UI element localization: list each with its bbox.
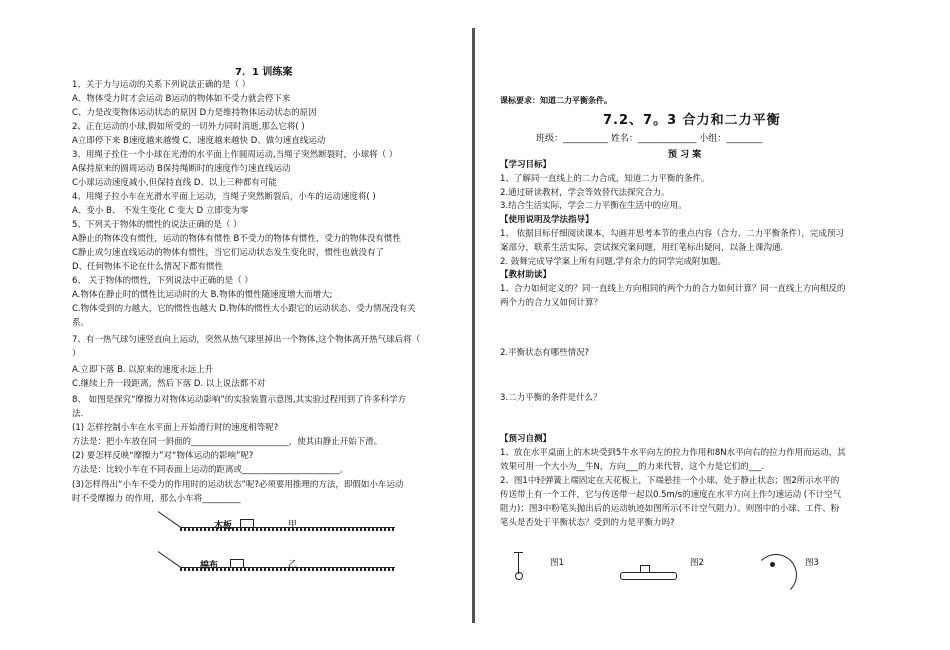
figure-1-label: 图1 (550, 558, 564, 568)
section-heading: 【教材助读】 (500, 270, 552, 280)
left-line: A、变小 B、 不发生变化 C 变大 D 立即变为零 (72, 206, 249, 216)
left-line: A立即停下来 B速度越来越慢 C、速度越来越快 D、做匀速直线运动 (72, 136, 326, 146)
right-line: 1、了解同一直线上的二力合成，知道二力平衡的条件。 (500, 174, 710, 184)
left-line: A、物体受力时才会运动 B运动的物体如不受力就会停下来 (72, 94, 291, 104)
left-line: 6、 关于物体的惯性，下列说法中正确的是（ ） (72, 276, 253, 286)
left-line: A.立即下落 B. 以原来的速度永远上升 (72, 365, 214, 375)
preview-subtitle: 预 习 案 (668, 150, 702, 160)
right-line: 效果可用一个大小为__牛N，方向___的力来代替，这个力是它们的___. (500, 462, 765, 472)
right-line: 传送带上有一个工件，它与传送带一起以0.5m/s的速度在水平方向上作匀速运动 (不计空气 (500, 490, 842, 500)
right-line: 2. 鼓舞完成导学案上所有问题,学有余力的同学完成附加题。 (500, 257, 727, 267)
left-page (0, 0, 470, 650)
left-line: D、任何物体不论在什么情况下都有惯性 (72, 262, 224, 272)
left-line: C小球运动速度减小,但保持直线 D、以上三种都有可能 (72, 178, 277, 188)
left-line: 方法是：把小车放在同一斜面的_______________________，使其由静止开始下滑。 (72, 437, 383, 447)
left-line: 8、 如图是探究“摩擦力对物体运动影响”的实验装置示意图,其实验过程用到了许多科学方 (72, 395, 407, 405)
page-divider (472, 28, 475, 623)
right-line: 笔头是否处于平衡状态？受到的力是平衡力吗? (500, 518, 675, 528)
right-line: 3.结合生活实际，学会二力平衡在生活中的应用。 (500, 201, 687, 211)
left-line: A静止的物体没有惯性，运动的物体有惯性 B不受力的物体有惯性，受力的物体没有惯性 (72, 234, 401, 244)
label-cotton: 棉布 (200, 561, 219, 571)
left-line: C、力是改变物体运动状态的原因 D力是维持物体运动状态的原因 (72, 108, 317, 118)
figure-2-label: 图2 (690, 558, 704, 568)
section-heading: 【预习自测】 (500, 434, 552, 444)
left-line: 系。 (72, 318, 90, 328)
experiment-figure (150, 505, 400, 585)
right-title: 7.2、7。3 合力和二力平衡 (603, 113, 781, 128)
left-line: 4、用绳子拉小车在光滑水平面上运动，当绳子突然断裂后，小车的运动速度将( ) (72, 192, 376, 202)
left-title: 7．1 训练案 (235, 67, 293, 78)
left-line: 法. (72, 409, 84, 419)
section-heading: 【学习目标】 (500, 160, 552, 170)
right-line: 两个力的合力又如何计算？ (500, 298, 603, 308)
class-info-line: 班级：__________ 姓名：_____________ 小组：________ (536, 134, 763, 144)
left-line: A保持原来的圆周运动 B保持绳断时的速度作匀速直线运动 (72, 164, 291, 174)
left-line: 5、下列关于物体的惯性的说法正确的是（ ） (72, 220, 242, 230)
label-yi: 乙 (288, 560, 298, 570)
left-line: 时不受摩擦力 的作用，那么小车将_________ (72, 494, 241, 504)
left-line: (3)怎样得出“小车不受力的作用时的运动状态”呢?必须要用推理的方法，即假如小车运动 (72, 480, 404, 490)
figure-3-label: 图3 (805, 558, 819, 568)
label-wood: 木板 (214, 521, 233, 531)
left-line: 方法是：比较小车在不同表面上运动的距离或_______________________。 (72, 465, 349, 475)
left-line: C静止或匀速直线运动的物体有惯性，当它们运动状态发生变化时，惯性也就没有了 (72, 248, 384, 258)
left-line: 7、有一热气球匀速竖直向上运动，突然从热气球里掉出一个物体,这个物体离开热气球后将（ (72, 335, 421, 345)
right-line: 1、合力如何定义的？同一直线上方向相同的两个力的合力如何计算？同一直线上方向相反的 (500, 284, 846, 294)
left-line: ） (72, 349, 81, 359)
left-line: (1) 怎样控制小车在水平面上开始滑行时的速度相等呢? (72, 423, 279, 433)
left-line: C.物体受到的力越大，它的惯性也越大 D.物体的惯性大小跟它的运动状态、受力情况没有关 (72, 304, 416, 314)
left-line: 2、正在运动的小球,假如所受的一切外力同时消逝,那么它将( ) (72, 122, 305, 132)
right-line: 阻力)；图3中粉笔头抛出后的运动轨迹如图所示(不计空气阻力）。则图中的小球、工件、粉 (500, 504, 840, 514)
label-jia: 甲 (288, 520, 298, 530)
course-requirement: 课标要求：知道二力平衡条件。 (500, 96, 612, 105)
left-line: C.继续上升一段距离，然后下落 D. 以上说法都不对 (72, 379, 266, 389)
right-line: 2.平衡状态有哪些情况? (500, 348, 590, 358)
right-line: 案部分，联系生活实际，尝试探究案问题，用红笔标出疑问，以备上课沟通. (500, 243, 784, 253)
right-line: 3.二力平衡的条件是什么？ (500, 393, 602, 403)
right-line: 2.通过研读教材，学会等效替代法探究合力。 (500, 188, 670, 198)
figures-row (500, 550, 920, 590)
right-line: 1、放在水平桌面上的木块受到5牛水平向左的拉力作用和8N水平向右的拉力作用而运动，其 (500, 448, 846, 458)
section-heading: 【使用说明及学法指导】 (500, 215, 594, 225)
left-line: (2) 要怎样反映“摩擦力”对“物体运动的影响”呢? (72, 451, 254, 461)
left-line: 1、关于力与运动的关系下列说法正确的是（ ） (72, 80, 251, 90)
left-line: 3、用绳子拴住一个小球在光滑的水平面上作圆周运动,当绳子突然断裂时，小球将（ ） (72, 150, 398, 160)
left-line: A.物体在静止时的惯性比运动时的大 B.物体的惯性随速度增大而增大; (72, 290, 333, 300)
right-line: 1、 依据目标仔细阅读课本，勾画并思考本节的重点内容（合力、二力平衡条件），完成预习 (500, 229, 844, 239)
right-line: 2、图1中轻弹簧上端固定在天花板上，下端悬挂一个小球，处于静止状态；图2所示水平的 (500, 476, 840, 486)
right-page (478, 0, 950, 650)
